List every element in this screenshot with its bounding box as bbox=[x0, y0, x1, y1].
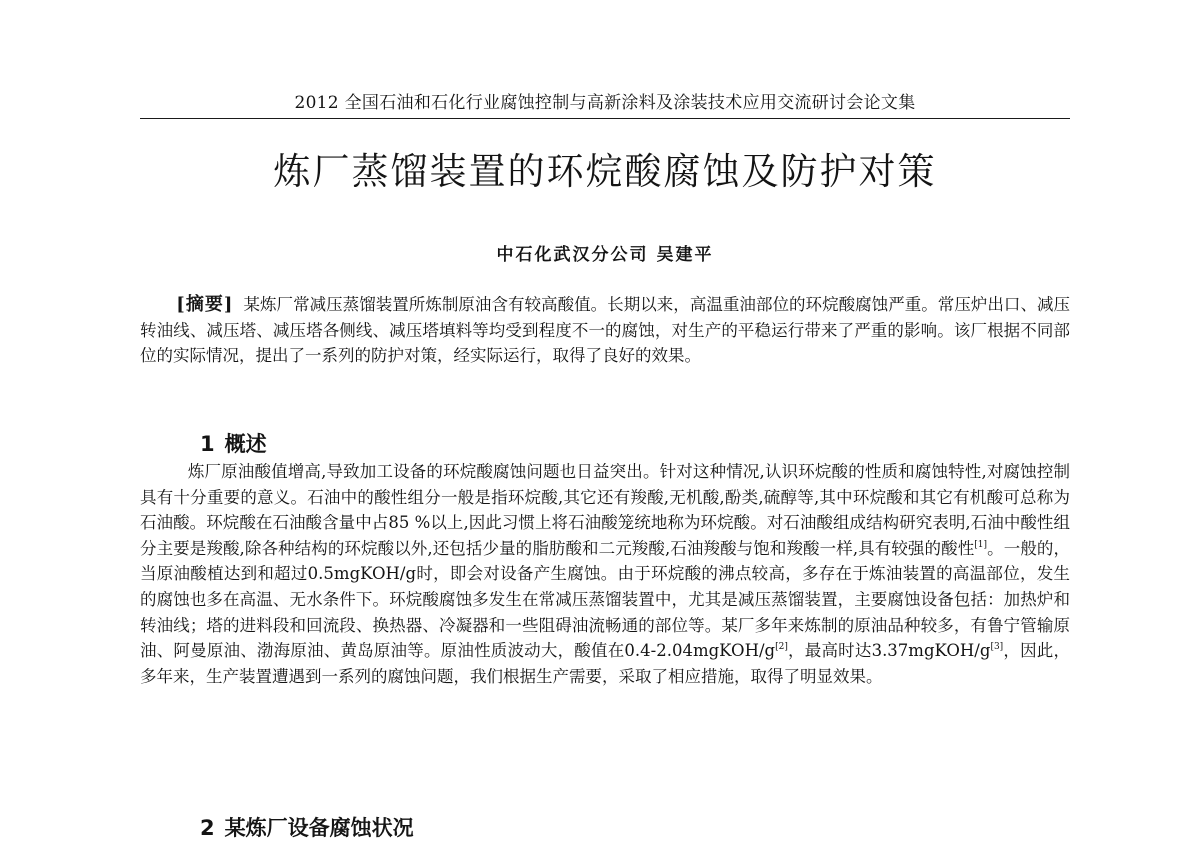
abstract-label: [摘要] bbox=[176, 294, 234, 315]
abstract-text: 某炼厂常减压蒸馏装置所炼制原油含有较高酸值。长期以来，高温重油部位的环烷酸腐蚀严重。常压炉出口、减压转油线、减压塔、减压塔各侧线、减压塔填料等均受到程度不一的腐蚀，对生产的平稳运行带来了严重的影响。该厂根据不同部位的实际情况，提出了一系列的防护对策，经实际运行，取得了良好的效果。 bbox=[140, 295, 1070, 365]
section-1-body bbox=[140, 459, 1070, 689]
body-text-part-1: 炼厂原油酸值增高,导致加工设备的环烷酸腐蚀问题也日益突出。针对这种情况,认识环烷酸的性质和腐蚀特性,对腐蚀控制具有十分重要的意义。石油中的酸性组分一般是指环烷酸,其它还有羧酸,无机酸,酚类,硫醇等,其中环烷酸和其它有机酸可总称为石油酸。环烷酸在石油酸含量中占85 %以上,因此习惯上将石油酸笼统地称为环烷酸。对石油酸组成结构研究表明,石油中酸性组分主要是羧酸,除各种结构的环烷酸以外,还包括少量的脂肪酸和二元羧酸,石油羧酸与饱和羧酸一样,具有较强的酸性 bbox=[140, 462, 1070, 558]
citation-ref-1: [1] bbox=[974, 539, 988, 550]
paper-title: 炼厂蒸馏装置的环烷酸腐蚀及防护对策 bbox=[273, 150, 937, 193]
header-rule bbox=[140, 118, 1070, 119]
body-text-part-2: 。一般的，当原油酸植达到和超过0.5mgKOH/g时，即会对设备产生腐蚀。由于环烷酸的沸点较高，多存在于炼油装置的高温部位，发生的腐蚀也多在高温、无水条件下。环烷酸腐蚀多发生在常减压蒸馏装置中，尤其是减压蒸馏装置，主要腐蚀设备包括：加热炉和转油线；塔的进料段和回流段、换热器、冷凝器和一些阻碍油流畅通的部位等。某厂多年来炼制的原油品种较多，有鲁宁管输原油、阿曼原油、渤海原油、黄岛原油等。原油性质波动大，酸值在0.4-2.04mgKOH/g bbox=[140, 538, 1071, 661]
author-affiliation: 中石化武汉分公司 吴建平 bbox=[496, 245, 714, 265]
section-1-title: 概述 bbox=[224, 432, 267, 456]
body-text-part-3: ，最高时达3.37mgKOH/g bbox=[787, 641, 991, 661]
citation-ref-2: [2] bbox=[775, 642, 788, 653]
section-2-heading bbox=[200, 814, 414, 842]
section-1-number: 1 bbox=[200, 432, 215, 456]
abstract bbox=[140, 292, 1070, 369]
body-text-part-4: ，因此，多年来，生产装置遭遇到一系列的腐蚀问题，我们根据生产需要，采取了相应措施，取得了明显效果。 bbox=[140, 641, 1071, 686]
section-2-title: 某炼厂设备腐蚀状况 bbox=[224, 816, 414, 840]
section-1-heading bbox=[200, 430, 267, 458]
running-header: 2012 全国石油和石化行业腐蚀控制与高新涂料及涂装技术应用交流研讨会论文集 bbox=[294, 93, 916, 113]
section-2-number: 2 bbox=[200, 816, 215, 840]
citation-ref-3: [3] bbox=[990, 642, 1004, 653]
